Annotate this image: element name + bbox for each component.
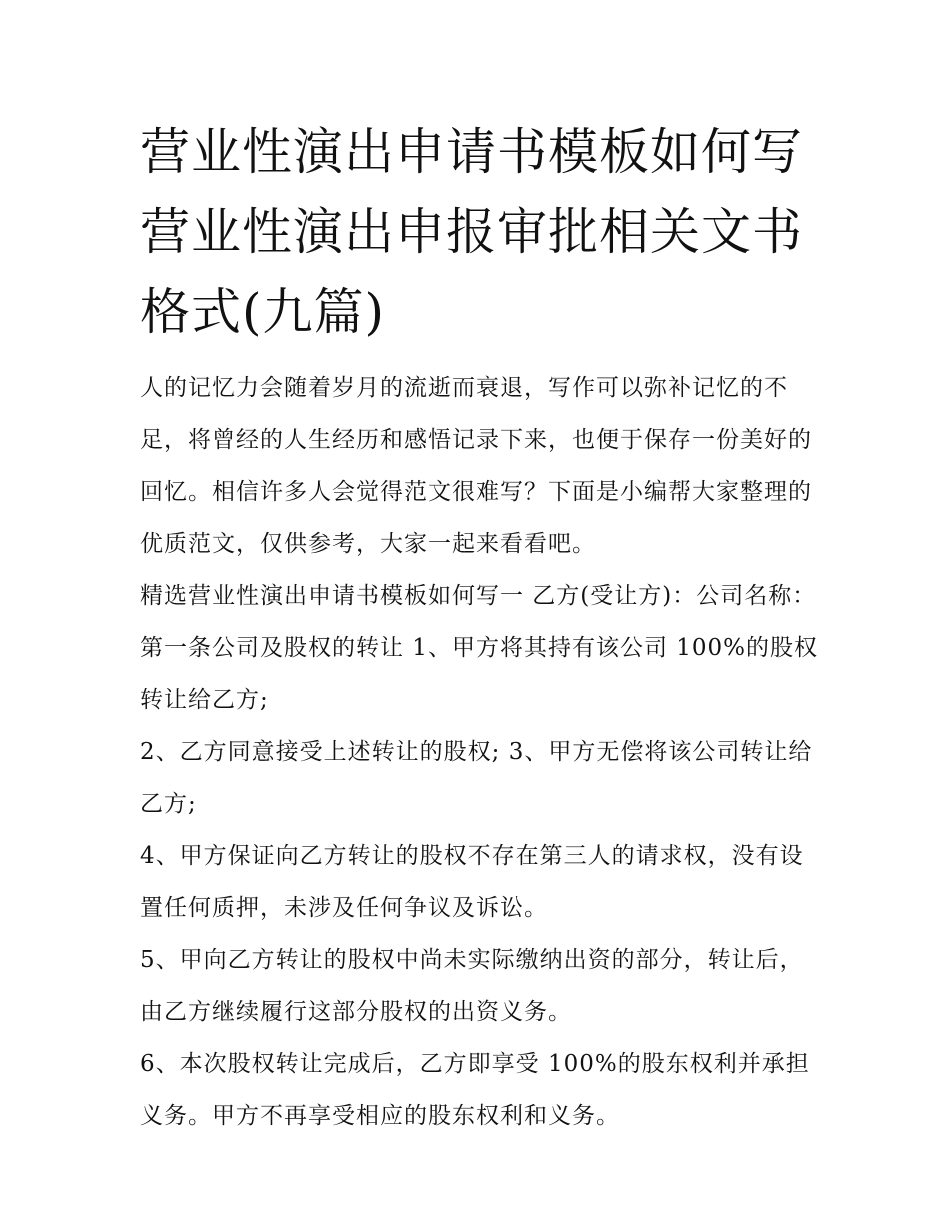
document-title: 营业性演出申请书模板如何写营业性演出申报审批相关文书格式(九篇): [140, 123, 803, 341]
body-paragraph-4: 5、甲向乙方转让的股权中尚未实际缴纳出资的部分，转让后，由乙方继续履行这部分股权的出资义务。: [140, 947, 804, 1025]
body-paragraph-1: 精选营业性演出申请书模板如何写一 乙方(受让方)：公司名称： 第一条公司及股权的转让 1、甲方将其持有该公司 100%的股权转让给乙方;: [140, 583, 819, 713]
document-page: [140, 112, 820, 1142]
intro-paragraph: 人的记忆力会随着岁月的流逝而衰退，写作可以弥补记忆的不足，将曾经的人生经历和感悟记录下来，也便于保存一份美好的回忆。相信许多人会觉得范文很难写？下面是小编帮大家整理的优质范文，仅供参考，大家一起来看看吧。: [140, 375, 812, 557]
body-paragraph-5: 6、本次股权转让完成后，乙方即享受 100%的股东权利并承担义务。甲方不再享受相应的股东权利和义务。: [140, 1051, 810, 1129]
body-paragraph-2: 2、乙方同意接受上述转让的股权; 3、甲方无偿将该公司转让给乙方;: [140, 739, 813, 817]
body-paragraph-3: 4、甲方保证向乙方转让的股权不存在第三人的请求权，没有设置任何质押，未涉及任何争议及诉讼。: [140, 843, 804, 921]
